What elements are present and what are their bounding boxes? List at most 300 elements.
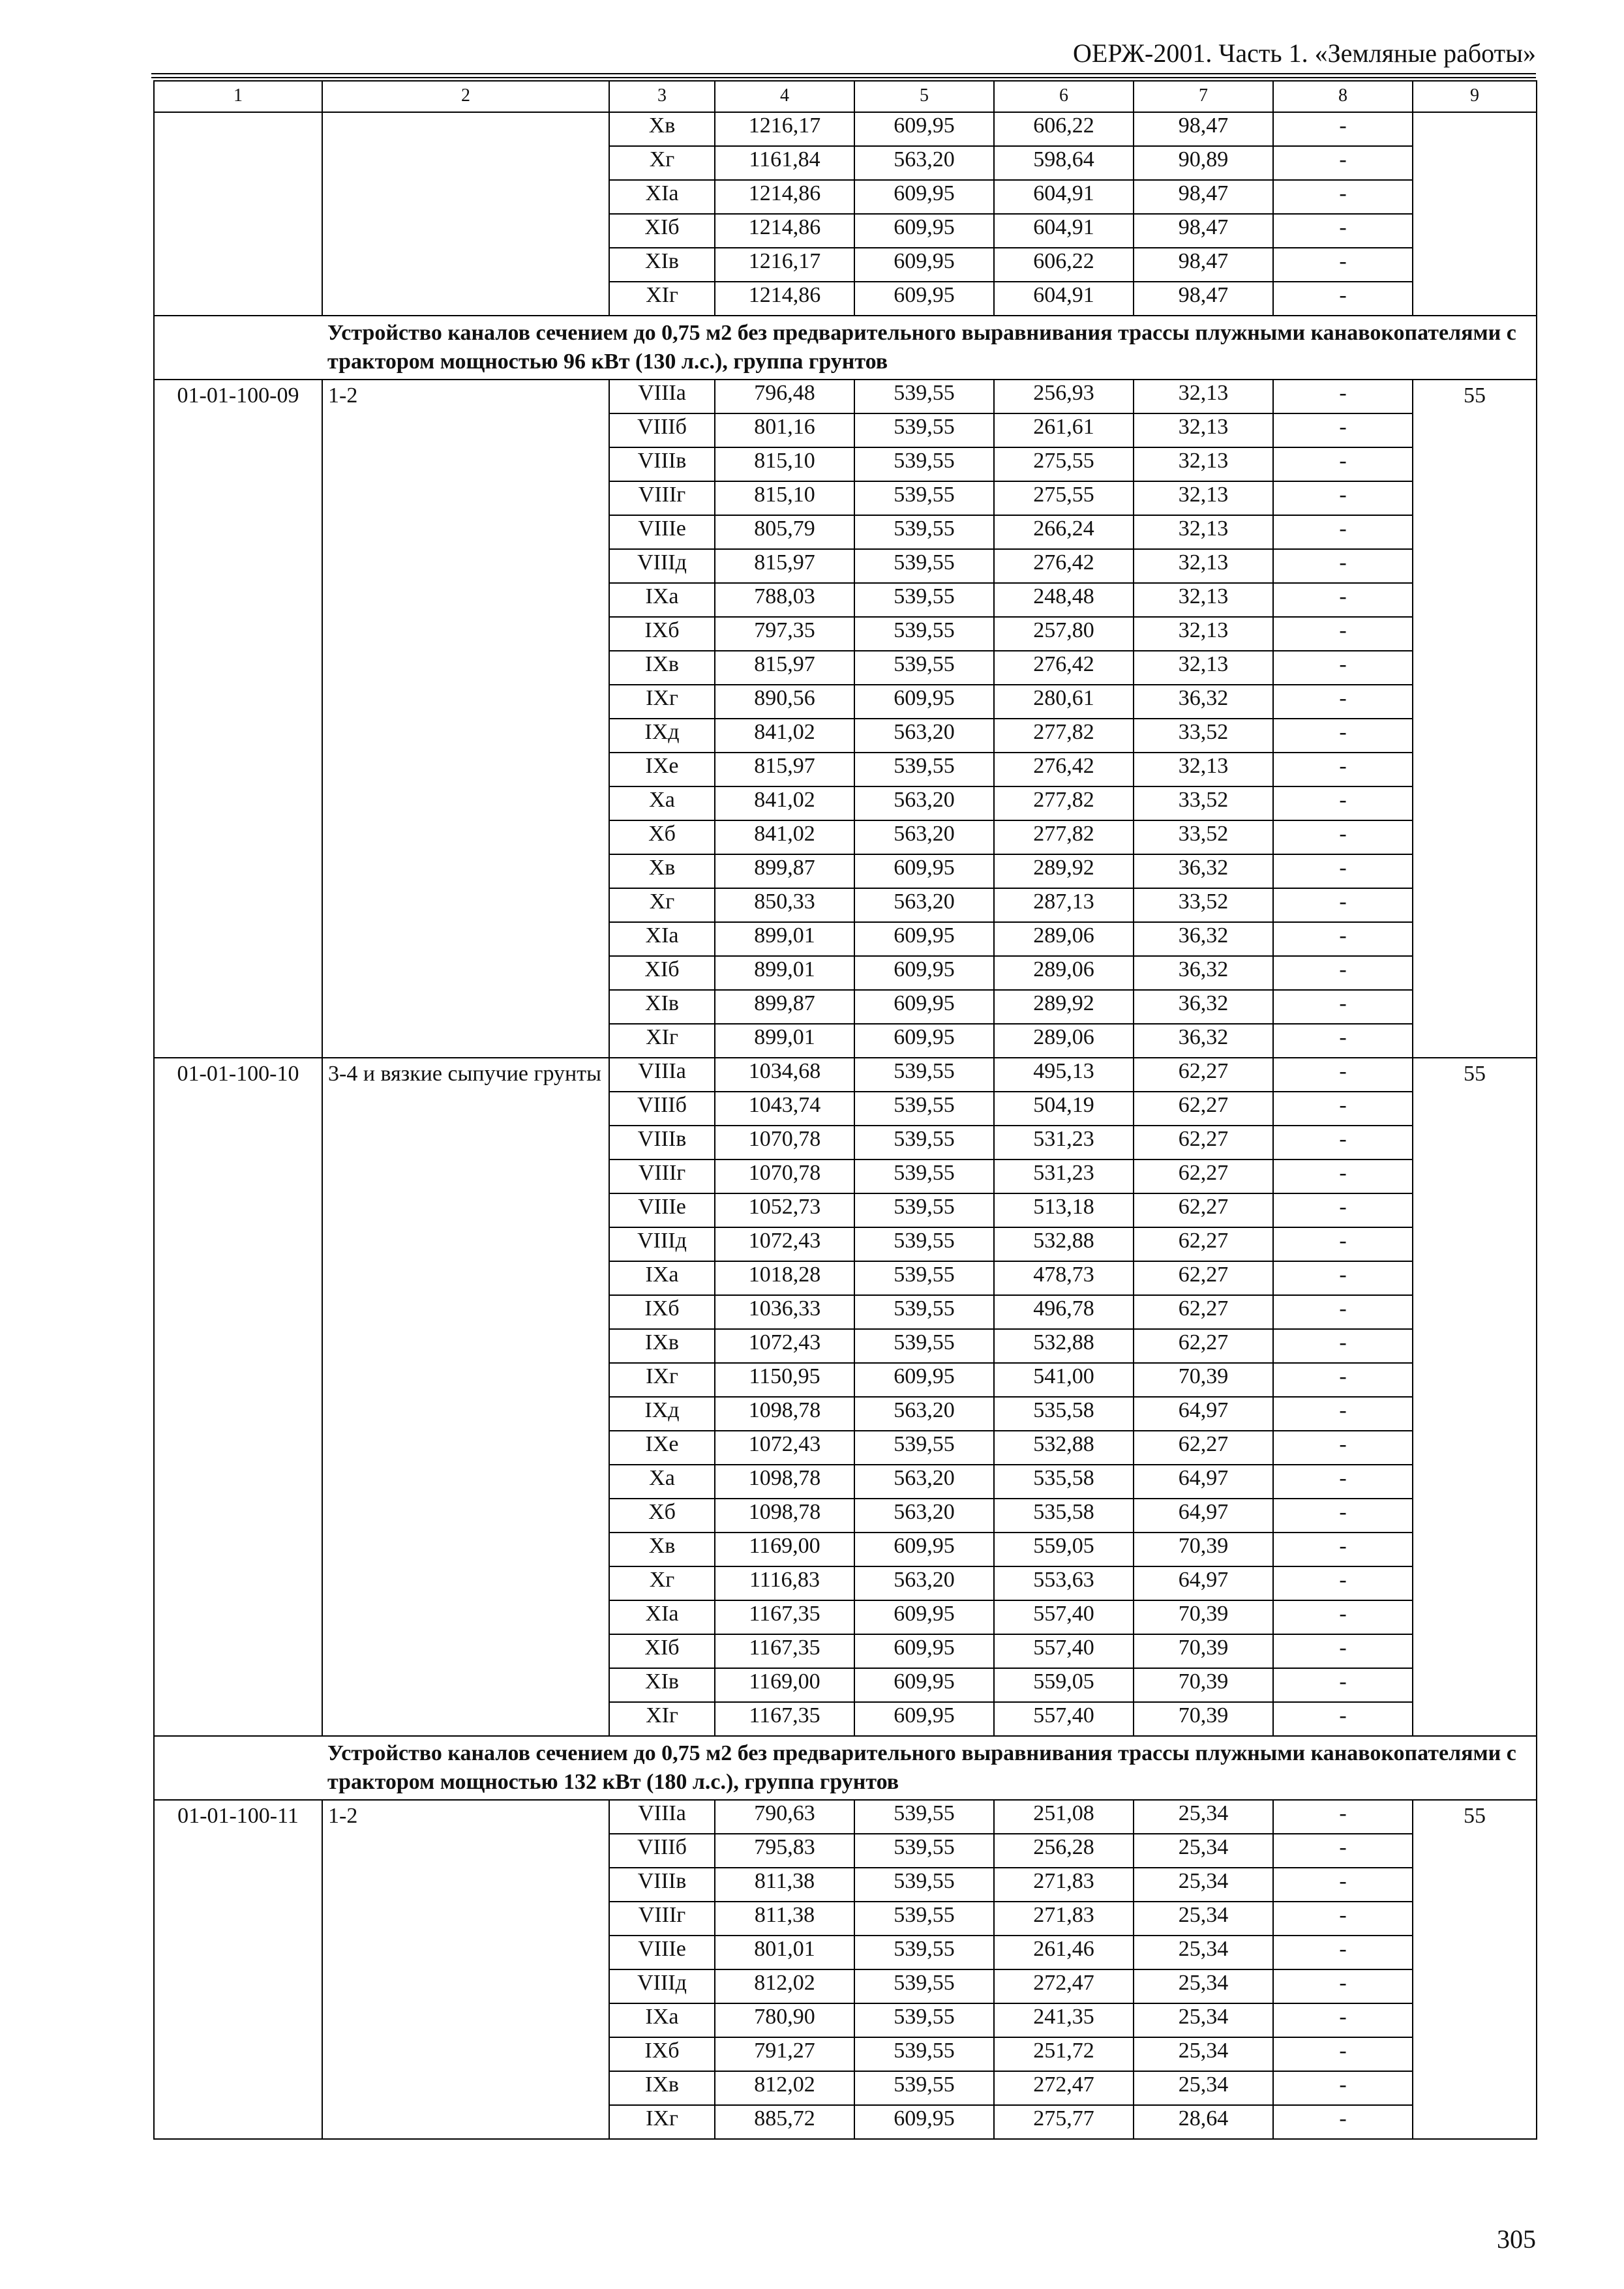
total-cost-cell: 1214,86 — [715, 180, 854, 214]
machines-cell: 261,46 — [994, 1936, 1134, 1969]
ground-group-cell: 3-4 и вязкие сыпучие грунты — [322, 1058, 609, 1736]
driver-wages-cell: 32,13 — [1134, 380, 1273, 413]
region-cell: Хг — [609, 1566, 715, 1600]
driver-wages-cell: 36,32 — [1134, 854, 1273, 888]
section-heading-text: Устройство каналов сечением до 0,75 м2 без предварительного выравнивания трассы плужными канавокопателями с трактором мощностью 132 кВт (180 л.с.), группа грунтов — [322, 1736, 1537, 1800]
total-cost-cell: 1214,86 — [715, 282, 854, 316]
machines-cell: 272,47 — [994, 2071, 1134, 2105]
driver-wages-cell: 25,34 — [1134, 1969, 1273, 2003]
wages-cell: 539,55 — [854, 1902, 994, 1936]
driver-wages-cell: 25,34 — [1134, 1936, 1273, 1969]
region-cell: VIIIд — [609, 1227, 715, 1261]
total-cost-cell: 780,90 — [715, 2003, 854, 2037]
machines-cell: 276,42 — [994, 753, 1134, 786]
region-cell: XIг — [609, 1702, 715, 1736]
total-cost-cell: 1169,00 — [715, 1668, 854, 1702]
machines-cell: 280,61 — [994, 685, 1134, 719]
wages-cell: 609,95 — [854, 2105, 994, 2139]
machines-cell: 275,55 — [994, 447, 1134, 481]
materials-cell: - — [1273, 112, 1413, 146]
column-number-cell: 9 — [1413, 81, 1537, 112]
machines-cell: 289,06 — [994, 1024, 1134, 1058]
wages-cell: 539,55 — [854, 1227, 994, 1261]
machines-cell: 271,83 — [994, 1868, 1134, 1902]
materials-cell: - — [1273, 380, 1413, 413]
wages-cell: 539,55 — [854, 1261, 994, 1295]
wages-cell: 609,95 — [854, 922, 994, 956]
wages-cell: 609,95 — [854, 854, 994, 888]
region-cell: XIа — [609, 1600, 715, 1634]
total-cost-cell: 1072,43 — [715, 1329, 854, 1363]
header-rule-bottom — [151, 77, 1536, 78]
region-cell: IХа — [609, 2003, 715, 2037]
region-cell: XIв — [609, 248, 715, 282]
materials-cell: - — [1273, 888, 1413, 922]
machines-cell: 606,22 — [994, 112, 1134, 146]
total-cost-cell: 850,33 — [715, 888, 854, 922]
section-heading-row — [154, 1736, 1537, 1800]
machines-cell: 241,35 — [994, 2003, 1134, 2037]
total-cost-cell: 796,48 — [715, 380, 854, 413]
materials-cell: - — [1273, 1600, 1413, 1634]
total-cost-cell: 899,87 — [715, 990, 854, 1024]
region-cell: VIIIд — [609, 1969, 715, 2003]
rates-table — [153, 80, 1537, 2140]
total-cost-cell: 1116,83 — [715, 1566, 854, 1600]
wages-cell: 539,55 — [854, 1431, 994, 1465]
machines-cell: 557,40 — [994, 1634, 1134, 1668]
region-cell: IХг — [609, 2105, 715, 2139]
region-cell: IХа — [609, 1261, 715, 1295]
machines-cell: 256,93 — [994, 380, 1134, 413]
labor-norm-cell: 55 — [1413, 380, 1537, 1058]
materials-cell: - — [1273, 854, 1413, 888]
region-cell: Хв — [609, 112, 715, 146]
region-cell: IХв — [609, 1329, 715, 1363]
total-cost-cell: 1070,78 — [715, 1159, 854, 1193]
table-row — [154, 380, 1537, 413]
machines-cell: 289,06 — [994, 956, 1134, 990]
machines-cell: 532,88 — [994, 1431, 1134, 1465]
driver-wages-cell: 32,13 — [1134, 549, 1273, 583]
materials-cell: - — [1273, 248, 1413, 282]
machines-cell: 504,19 — [994, 1092, 1134, 1126]
machines-cell: 535,58 — [994, 1499, 1134, 1533]
machines-cell: 256,28 — [994, 1834, 1134, 1868]
driver-wages-cell: 62,27 — [1134, 1295, 1273, 1329]
machines-cell: 289,06 — [994, 922, 1134, 956]
total-cost-cell: 1216,17 — [715, 248, 854, 282]
driver-wages-cell: 32,13 — [1134, 413, 1273, 447]
machines-cell: 276,42 — [994, 651, 1134, 685]
machines-cell: 553,63 — [994, 1566, 1134, 1600]
materials-cell: - — [1273, 1902, 1413, 1936]
materials-cell: - — [1273, 1634, 1413, 1668]
region-cell: VIIIб — [609, 1092, 715, 1126]
region-cell: Хг — [609, 146, 715, 180]
materials-cell: - — [1273, 2003, 1413, 2037]
wages-cell: 609,95 — [854, 956, 994, 990]
column-number-row — [154, 81, 1537, 112]
total-cost-cell: 811,38 — [715, 1868, 854, 1902]
driver-wages-cell: 25,34 — [1134, 1800, 1273, 1834]
materials-cell: - — [1273, 1936, 1413, 1969]
driver-wages-cell: 70,39 — [1134, 1363, 1273, 1397]
region-cell: XIв — [609, 990, 715, 1024]
materials-cell: - — [1273, 282, 1413, 316]
total-cost-cell: 805,79 — [715, 515, 854, 549]
total-cost-cell: 1098,78 — [715, 1465, 854, 1499]
region-cell: Хб — [609, 820, 715, 854]
total-cost-cell: 790,63 — [715, 1800, 854, 1834]
wages-cell: 563,20 — [854, 820, 994, 854]
driver-wages-cell: 64,97 — [1134, 1566, 1273, 1600]
region-cell: VIIIг — [609, 481, 715, 515]
document-header-title: ОЕРЖ-2001. Часть 1. «Земляные работы» — [1073, 38, 1536, 68]
wages-cell: 563,20 — [854, 1465, 994, 1499]
region-cell: VIIIв — [609, 1126, 715, 1159]
machines-cell: 559,05 — [994, 1668, 1134, 1702]
driver-wages-cell: 25,34 — [1134, 1868, 1273, 1902]
driver-wages-cell: 33,52 — [1134, 820, 1273, 854]
machines-cell: 277,82 — [994, 719, 1134, 753]
rate-code-cell: 01-01-100-11 — [154, 1800, 322, 2139]
driver-wages-cell: 70,39 — [1134, 1600, 1273, 1634]
driver-wages-cell: 32,13 — [1134, 583, 1273, 617]
driver-wages-cell: 62,27 — [1134, 1126, 1273, 1159]
column-number-cell: 1 — [154, 81, 322, 112]
machines-cell: 496,78 — [994, 1295, 1134, 1329]
driver-wages-cell: 36,32 — [1134, 922, 1273, 956]
driver-wages-cell: 25,34 — [1134, 1834, 1273, 1868]
materials-cell: - — [1273, 1397, 1413, 1431]
total-cost-cell: 885,72 — [715, 2105, 854, 2139]
driver-wages-cell: 64,97 — [1134, 1397, 1273, 1431]
driver-wages-cell: 25,34 — [1134, 2037, 1273, 2071]
machines-cell: 606,22 — [994, 248, 1134, 282]
region-cell: IХе — [609, 753, 715, 786]
wages-cell: 563,20 — [854, 719, 994, 753]
machines-cell: 271,83 — [994, 1902, 1134, 1936]
wages-cell: 609,95 — [854, 180, 994, 214]
total-cost-cell: 841,02 — [715, 786, 854, 820]
materials-cell: - — [1273, 2037, 1413, 2071]
region-cell: VIIIа — [609, 1058, 715, 1092]
materials-cell: - — [1273, 146, 1413, 180]
materials-cell: - — [1273, 214, 1413, 248]
wages-cell: 539,55 — [854, 1126, 994, 1159]
driver-wages-cell: 98,47 — [1134, 180, 1273, 214]
wages-cell: 609,95 — [854, 1634, 994, 1668]
materials-cell: - — [1273, 1668, 1413, 1702]
column-number-cell: 6 — [994, 81, 1134, 112]
machines-cell: 495,13 — [994, 1058, 1134, 1092]
machines-cell: 266,24 — [994, 515, 1134, 549]
total-cost-cell: 841,02 — [715, 719, 854, 753]
wages-cell: 539,55 — [854, 481, 994, 515]
total-cost-cell: 1070,78 — [715, 1126, 854, 1159]
total-cost-cell: 801,16 — [715, 413, 854, 447]
materials-cell: - — [1273, 515, 1413, 549]
region-cell: XIг — [609, 282, 715, 316]
region-cell: VIIIб — [609, 413, 715, 447]
labor-norm-cell: 55 — [1413, 1800, 1537, 2139]
wages-cell: 539,55 — [854, 1329, 994, 1363]
total-cost-cell: 1036,33 — [715, 1295, 854, 1329]
total-cost-cell: 899,01 — [715, 1024, 854, 1058]
region-cell: IХб — [609, 1295, 715, 1329]
materials-cell: - — [1273, 413, 1413, 447]
machines-cell: 277,82 — [994, 786, 1134, 820]
machines-cell: 275,55 — [994, 481, 1134, 515]
machines-cell: 535,58 — [994, 1465, 1134, 1499]
labor-norm-cell — [1413, 112, 1537, 316]
wages-cell: 609,95 — [854, 112, 994, 146]
machines-cell: 604,91 — [994, 282, 1134, 316]
region-cell: Хв — [609, 1533, 715, 1566]
wages-cell: 539,55 — [854, 1295, 994, 1329]
materials-cell: - — [1273, 1800, 1413, 1834]
driver-wages-cell: 32,13 — [1134, 447, 1273, 481]
materials-cell: - — [1273, 447, 1413, 481]
machines-cell: 257,80 — [994, 617, 1134, 651]
total-cost-cell: 841,02 — [715, 820, 854, 854]
driver-wages-cell: 62,27 — [1134, 1092, 1273, 1126]
region-cell: IХе — [609, 1431, 715, 1465]
machines-cell: 275,77 — [994, 2105, 1134, 2139]
wages-cell: 563,20 — [854, 1397, 994, 1431]
driver-wages-cell: 33,52 — [1134, 719, 1273, 753]
driver-wages-cell: 33,52 — [1134, 786, 1273, 820]
wages-cell: 539,55 — [854, 1193, 994, 1227]
materials-cell: - — [1273, 1499, 1413, 1533]
total-cost-cell: 1098,78 — [715, 1499, 854, 1533]
materials-cell: - — [1273, 1261, 1413, 1295]
column-number-cell: 2 — [322, 81, 609, 112]
driver-wages-cell: 70,39 — [1134, 1533, 1273, 1566]
driver-wages-cell: 36,32 — [1134, 990, 1273, 1024]
machines-cell: 276,42 — [994, 549, 1134, 583]
section-heading-spacer — [154, 1736, 322, 1800]
wages-cell: 609,95 — [854, 685, 994, 719]
machines-cell: 604,91 — [994, 180, 1134, 214]
rate-code-cell — [154, 112, 322, 316]
driver-wages-cell: 98,47 — [1134, 248, 1273, 282]
materials-cell: - — [1273, 2071, 1413, 2105]
region-cell: XIб — [609, 956, 715, 990]
machines-cell: 557,40 — [994, 1600, 1134, 1634]
region-cell: IХв — [609, 651, 715, 685]
total-cost-cell: 899,01 — [715, 922, 854, 956]
materials-cell: - — [1273, 820, 1413, 854]
machines-cell: 251,08 — [994, 1800, 1134, 1834]
region-cell: XIа — [609, 180, 715, 214]
total-cost-cell: 815,97 — [715, 549, 854, 583]
driver-wages-cell: 62,27 — [1134, 1193, 1273, 1227]
wages-cell: 563,20 — [854, 146, 994, 180]
total-cost-cell: 1169,00 — [715, 1533, 854, 1566]
total-cost-cell: 1043,74 — [715, 1092, 854, 1126]
materials-cell: - — [1273, 1193, 1413, 1227]
materials-cell: - — [1273, 549, 1413, 583]
wages-cell: 563,20 — [854, 786, 994, 820]
driver-wages-cell: 25,34 — [1134, 1902, 1273, 1936]
total-cost-cell: 899,01 — [715, 956, 854, 990]
wages-cell: 563,20 — [854, 1499, 994, 1533]
machines-cell: 604,91 — [994, 214, 1134, 248]
machines-cell: 277,82 — [994, 820, 1134, 854]
region-cell: IХа — [609, 583, 715, 617]
driver-wages-cell: 36,32 — [1134, 1024, 1273, 1058]
wages-cell: 609,95 — [854, 1702, 994, 1736]
machines-cell: 531,23 — [994, 1126, 1134, 1159]
wages-cell: 563,20 — [854, 888, 994, 922]
table-row — [154, 112, 1537, 146]
total-cost-cell: 788,03 — [715, 583, 854, 617]
table-row — [154, 1800, 1537, 1834]
driver-wages-cell: 25,34 — [1134, 2003, 1273, 2037]
driver-wages-cell: 28,64 — [1134, 2105, 1273, 2139]
wages-cell: 539,55 — [854, 1092, 994, 1126]
rates-table-body — [154, 81, 1537, 2139]
column-number-cell: 4 — [715, 81, 854, 112]
region-cell: XIг — [609, 1024, 715, 1058]
driver-wages-cell: 62,27 — [1134, 1329, 1273, 1363]
wages-cell: 609,95 — [854, 1363, 994, 1397]
region-cell: Ха — [609, 1465, 715, 1499]
machines-cell: 541,00 — [994, 1363, 1134, 1397]
region-cell: VIIIе — [609, 1936, 715, 1969]
table-row — [154, 1058, 1537, 1092]
region-cell: VIIIд — [609, 549, 715, 583]
materials-cell: - — [1273, 990, 1413, 1024]
wages-cell: 539,55 — [854, 1936, 994, 1969]
column-number-cell: 3 — [609, 81, 715, 112]
total-cost-cell: 815,10 — [715, 447, 854, 481]
wages-cell: 539,55 — [854, 1800, 994, 1834]
region-cell: Хб — [609, 1499, 715, 1533]
total-cost-cell: 1072,43 — [715, 1431, 854, 1465]
total-cost-cell: 801,01 — [715, 1936, 854, 1969]
materials-cell: - — [1273, 1834, 1413, 1868]
wages-cell: 609,95 — [854, 214, 994, 248]
materials-cell: - — [1273, 1533, 1413, 1566]
total-cost-cell: 1216,17 — [715, 112, 854, 146]
wages-cell: 539,55 — [854, 2037, 994, 2071]
total-cost-cell: 1150,95 — [715, 1363, 854, 1397]
region-cell: IХд — [609, 1397, 715, 1431]
wages-cell: 539,55 — [854, 380, 994, 413]
total-cost-cell: 812,02 — [715, 2071, 854, 2105]
region-cell: Ха — [609, 786, 715, 820]
machines-cell: 478,73 — [994, 1261, 1134, 1295]
wages-cell: 539,55 — [854, 1159, 994, 1193]
total-cost-cell: 1018,28 — [715, 1261, 854, 1295]
region-cell: IХд — [609, 719, 715, 753]
materials-cell: - — [1273, 1969, 1413, 2003]
region-cell: VIIIг — [609, 1902, 715, 1936]
region-cell: Хв — [609, 854, 715, 888]
region-cell: IХв — [609, 2071, 715, 2105]
driver-wages-cell: 62,27 — [1134, 1159, 1273, 1193]
region-cell: VIIIе — [609, 515, 715, 549]
wages-cell: 539,55 — [854, 583, 994, 617]
driver-wages-cell: 36,32 — [1134, 685, 1273, 719]
region-cell: IХг — [609, 1363, 715, 1397]
total-cost-cell: 811,38 — [715, 1902, 854, 1936]
total-cost-cell: 1167,35 — [715, 1634, 854, 1668]
materials-cell: - — [1273, 1363, 1413, 1397]
region-cell: IХг — [609, 685, 715, 719]
driver-wages-cell: 98,47 — [1134, 112, 1273, 146]
driver-wages-cell: 32,13 — [1134, 617, 1273, 651]
wages-cell: 539,55 — [854, 2003, 994, 2037]
wages-cell: 563,20 — [854, 1566, 994, 1600]
driver-wages-cell: 70,39 — [1134, 1702, 1273, 1736]
materials-cell: - — [1273, 1465, 1413, 1499]
total-cost-cell: 1161,84 — [715, 146, 854, 180]
column-number-cell: 8 — [1273, 81, 1413, 112]
wages-cell: 609,95 — [854, 1024, 994, 1058]
materials-cell: - — [1273, 180, 1413, 214]
driver-wages-cell: 32,13 — [1134, 753, 1273, 786]
driver-wages-cell: 32,13 — [1134, 651, 1273, 685]
region-cell: VIIIг — [609, 1159, 715, 1193]
driver-wages-cell: 25,34 — [1134, 2071, 1273, 2105]
materials-cell: - — [1273, 651, 1413, 685]
driver-wages-cell: 36,32 — [1134, 956, 1273, 990]
wages-cell: 609,95 — [854, 248, 994, 282]
region-cell: VIIIа — [609, 380, 715, 413]
wages-cell: 539,55 — [854, 1834, 994, 1868]
materials-cell: - — [1273, 786, 1413, 820]
wages-cell: 539,55 — [854, 447, 994, 481]
materials-cell: - — [1273, 685, 1413, 719]
driver-wages-cell: 70,39 — [1134, 1634, 1273, 1668]
total-cost-cell: 1072,43 — [715, 1227, 854, 1261]
wages-cell: 539,55 — [854, 651, 994, 685]
machines-cell: 251,72 — [994, 2037, 1134, 2071]
region-cell: IХб — [609, 617, 715, 651]
materials-cell: - — [1273, 1092, 1413, 1126]
total-cost-cell: 791,27 — [715, 2037, 854, 2071]
total-cost-cell: 795,83 — [715, 1834, 854, 1868]
wages-cell: 539,55 — [854, 1058, 994, 1092]
driver-wages-cell: 62,27 — [1134, 1227, 1273, 1261]
wages-cell: 539,55 — [854, 617, 994, 651]
wages-cell: 609,95 — [854, 282, 994, 316]
driver-wages-cell: 62,27 — [1134, 1058, 1273, 1092]
driver-wages-cell: 62,27 — [1134, 1431, 1273, 1465]
wages-cell: 539,55 — [854, 1868, 994, 1902]
total-cost-cell: 1098,78 — [715, 1397, 854, 1431]
materials-cell: - — [1273, 719, 1413, 753]
materials-cell: - — [1273, 1024, 1413, 1058]
column-number-cell: 5 — [854, 81, 994, 112]
total-cost-cell: 1052,73 — [715, 1193, 854, 1227]
machines-cell: 261,61 — [994, 413, 1134, 447]
driver-wages-cell: 90,89 — [1134, 146, 1273, 180]
materials-cell: - — [1273, 1868, 1413, 1902]
materials-cell: - — [1273, 1431, 1413, 1465]
region-cell: VIIIе — [609, 1193, 715, 1227]
materials-cell: - — [1273, 1058, 1413, 1092]
wages-cell: 539,55 — [854, 515, 994, 549]
rate-code-cell: 01-01-100-10 — [154, 1058, 322, 1736]
driver-wages-cell: 62,27 — [1134, 1261, 1273, 1295]
rate-code-cell: 01-01-100-09 — [154, 380, 322, 1058]
machines-cell: 559,05 — [994, 1533, 1134, 1566]
